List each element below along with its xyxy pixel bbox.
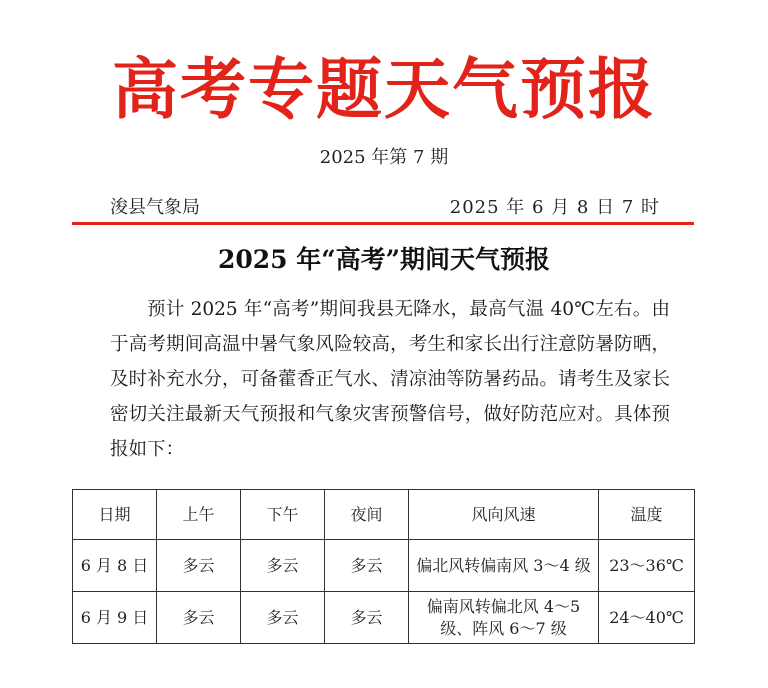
header-night: 夜间	[325, 490, 409, 540]
forecast-table	[72, 489, 695, 644]
cell-wind: 偏北风转偏南风 3～4 级	[409, 540, 599, 592]
article-title: 2025 年“高考”期间天气预报	[217, 245, 551, 274]
issue-datetime: 2025 年 6 月 8 日 7 时	[449, 197, 660, 218]
header-date: 日期	[73, 490, 157, 540]
cell-date: 6 月 8 日	[73, 540, 157, 592]
cell-wind: 偏南风转偏北风 4～5 级、阵风 6～7 级	[409, 592, 599, 644]
issuer-name: 浚县气象局	[110, 197, 200, 218]
cell-night: 多云	[325, 592, 409, 644]
table-row	[73, 592, 695, 644]
article-paragraph: 预计 2025 年“高考”期间我县无降水，最高气温 40℃左右。由于高考期间高温中暑气象风险较高，考生和家长出行注意防暑防晒，及时补充水分，可备藿香正气水、清凉油等防暑药品。请考生及家长密切关注最新天气预报和气象灾害预警信号，做好防范应对。具体预报如下：	[110, 299, 670, 460]
cell-date: 6 月 9 日	[73, 592, 157, 644]
cell-morning: 多云	[157, 540, 241, 592]
header-afternoon: 下午	[241, 490, 325, 540]
report-masthead-title: 高考专题天气预报	[112, 51, 656, 128]
cell-afternoon: 多云	[241, 540, 325, 592]
cell-temperature: 23～36℃	[599, 540, 695, 592]
header-temperature: 温度	[599, 490, 695, 540]
red-divider-line	[72, 222, 694, 225]
cell-afternoon: 多云	[241, 592, 325, 644]
table-row	[73, 540, 695, 592]
cell-morning: 多云	[157, 592, 241, 644]
issuer-line	[110, 196, 660, 220]
header-wind: 风向风速	[409, 490, 599, 540]
header-morning: 上午	[157, 490, 241, 540]
issue-number: 2025 年第 7 期	[319, 147, 449, 168]
cell-temperature: 24～40℃	[599, 592, 695, 644]
cell-night: 多云	[325, 540, 409, 592]
table-header-row	[73, 490, 695, 540]
